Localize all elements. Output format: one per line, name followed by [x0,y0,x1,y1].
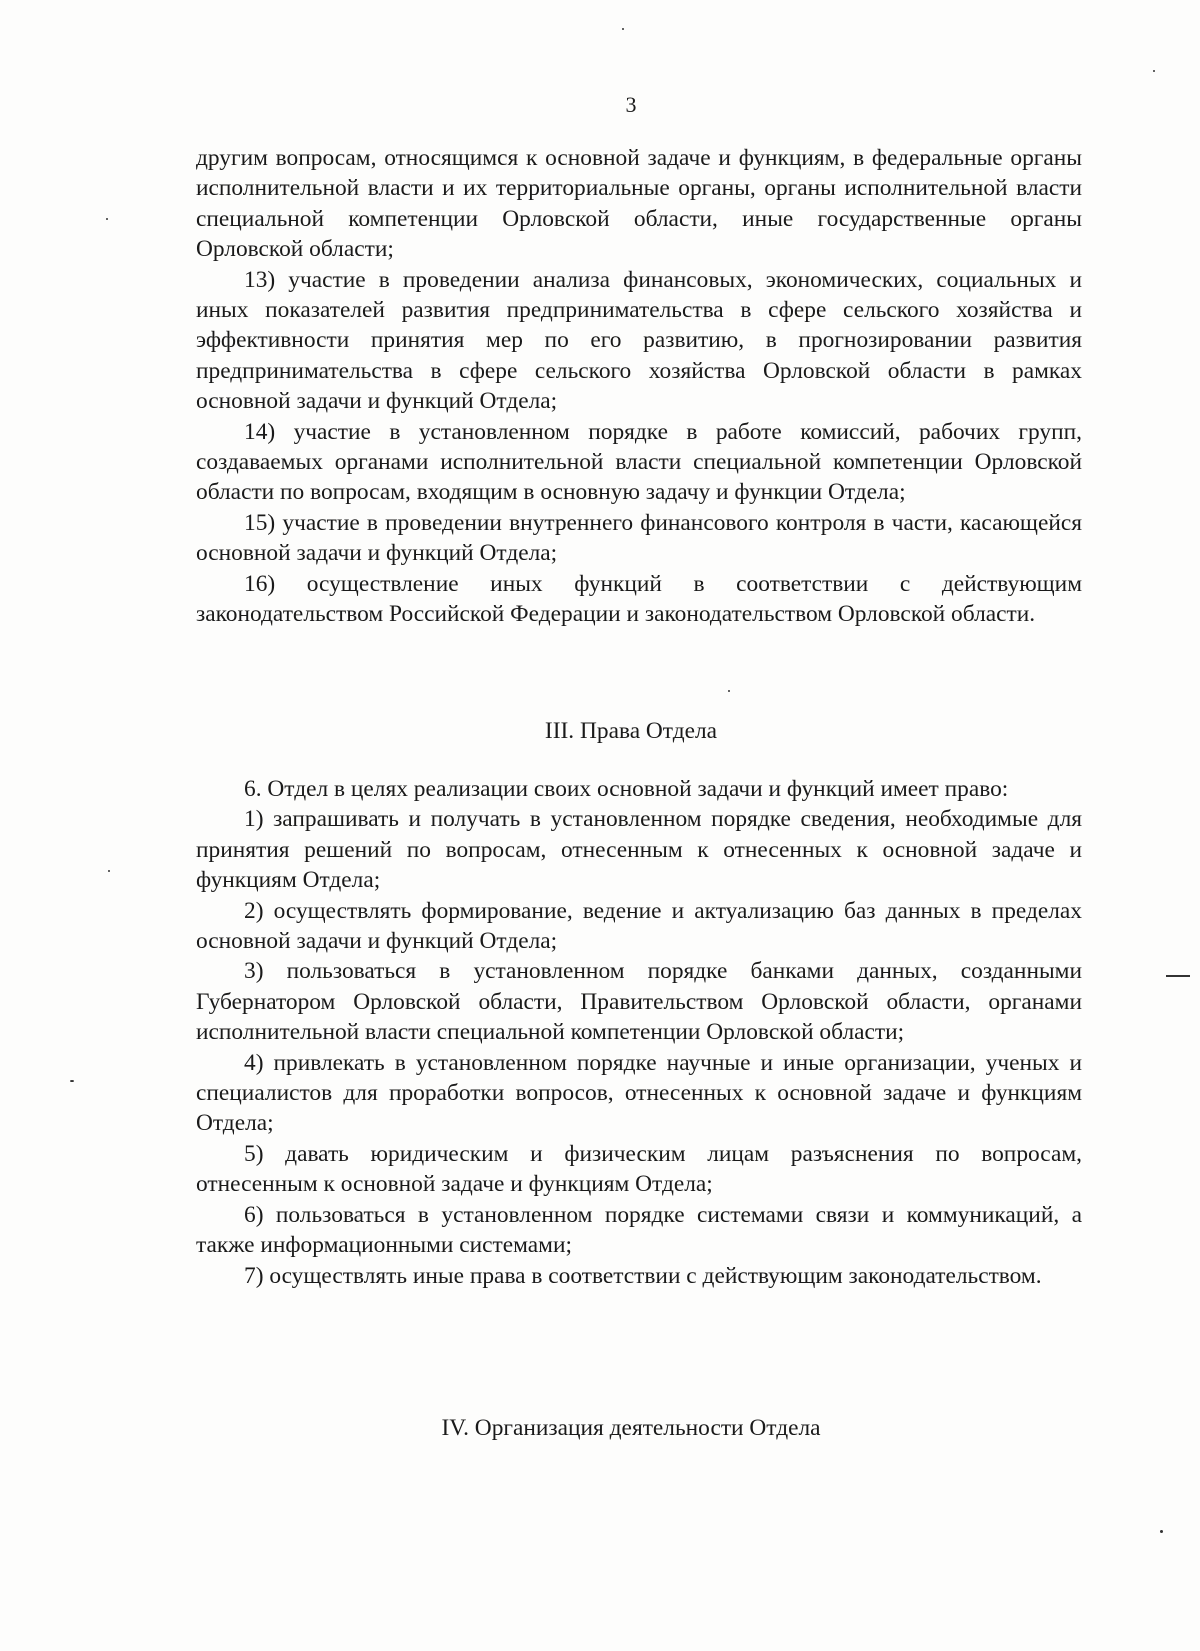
section-4-heading: IV. Организация деятельности Отдела [441,1415,821,1441]
right-item-7: 7) осуществлять иные права в соответствии с действующим законодательством. [244,1262,1042,1289]
scan-speck [728,690,730,692]
right-item-2: 2) осуществлять формирование, ведение и актуализацию баз данных в пределах основной задачи и функций Отдела; [196,897,1082,955]
paragraph-13: 13) участие в проведении анализа финансовых, экономических, социальных и иных показателей развития предпринимательства в сфере сельского хозяйства и эффективности принятия мер по его развитию, в прогнозировании развития предпринимательства в сфере сельского хозяйства Орловской области в рамках основной задачи и функций Отдела; [196,266,1082,415]
section-3-heading: III. Права Отдела [544,718,718,744]
section-3-body [196,774,1082,1291]
scan-speck [108,870,110,872]
right-item-6: 6) пользоваться в установленном порядке системами связи и коммуникаций, а также информационными системами; [196,1201,1082,1259]
paragraph-15: 15) участие в проведении внутреннего финансового контроля в части, касающейся основной задачи и функций Отдела; [196,509,1082,567]
paragraph-14: 14) участие в установленном порядке в работе комиссий, рабочих групп, создаваемых органами исполнительной власти специальной компетенции Орловской области по вопросам, входящим в основную задачу и функции Отдела; [196,418,1082,506]
scan-speck [622,28,624,30]
scan-speck [70,1080,74,1082]
scan-speck [1153,70,1155,72]
right-item-1: 1) запрашивать и получать в установленном порядке сведения, необходимые для принятия решений по вопросам, отнесенным к отнесенных к основной задаче и функциям Отдела; [196,806,1082,894]
page-number: 3 [625,92,637,117]
scan-speck [1166,975,1190,977]
right-item-4: 4) привлекать в установленном порядке научные и иные организации, ученых и специалистов для проработки вопросов, отнесенных к основной задаче и функциям Отдела; [196,1049,1082,1137]
rights-intro: 6. Отдел в целях реализации своих основной задачи и функций имеет право: [244,776,1009,802]
section-2-continuation [196,143,1082,630]
right-item-3: 3) пользоваться в установленном порядке банками данных, созданными Губернатором Орловской области, Правительством Орловской области, органами исполнительной власти специальной компетенции Орловской области; [196,958,1082,1046]
paragraph-16: 16) осуществление иных функций в соответствии с действующим законодательством Российской Федерации и законодательством Орловской области. [196,570,1082,628]
paragraph-12-continuation: другим вопросам, относящимся к основной задаче и функциям, в федеральные органы исполнительной власти и их территориальные органы, органы исполнительной власти специальной компетенции Орловской области, иные государственные органы Орловской области; [196,145,1082,263]
scan-speck [1160,1530,1163,1533]
scan-speck [106,218,108,220]
right-item-5: 5) давать юридическим и физическим лицам разъяснения по вопросам, отнесенным к основной задаче и функциям Отдела; [196,1140,1082,1198]
